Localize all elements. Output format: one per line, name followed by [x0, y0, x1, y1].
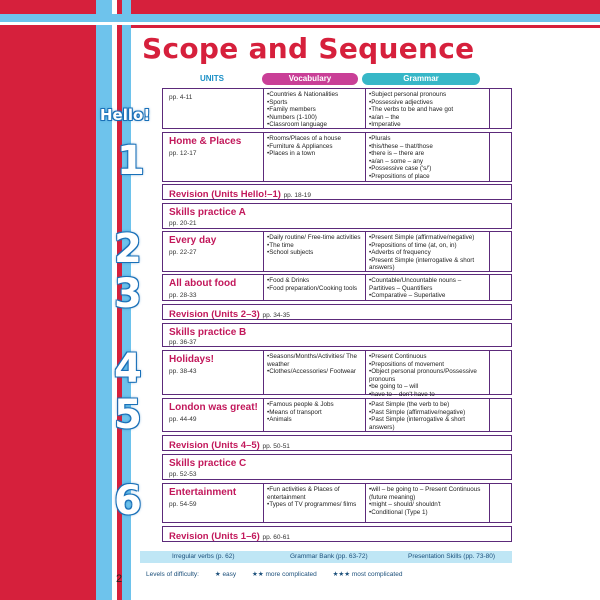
unit-row-hello	[162, 88, 512, 129]
unit-pages: pp. 12-17	[169, 150, 197, 157]
list-item: • Numbers (1-100)	[267, 114, 363, 122]
scope-table	[152, 88, 512, 546]
vocabulary-list	[267, 486, 363, 509]
unit-title: Holidays!	[169, 354, 215, 365]
unit-pages: pp. 38-43	[169, 368, 197, 375]
list-item: • Past Simple (interrogative & short answers)	[369, 416, 485, 431]
list-item: • Countries & Nationalities	[267, 91, 363, 99]
list-item: • Plurals	[369, 135, 485, 143]
list-item: • Seasons/Months/Activities/ The weather	[267, 353, 363, 368]
list-item: • there is – there are	[369, 150, 485, 158]
list-item: • Famous people & Jobs	[267, 401, 363, 409]
list-item: • Types of TV programmes/ films	[267, 501, 363, 509]
unit-pages: pp. 22-27	[169, 249, 197, 256]
list-item: • Fun activities & Places of entertainment	[267, 486, 363, 501]
unit-row-2	[162, 231, 512, 272]
list-item: • Family members	[267, 106, 363, 114]
list-item: • Present Continuous	[369, 353, 485, 361]
unit-pages: pp. 52-53	[169, 471, 197, 478]
list-item: • Rooms/Places of a house	[267, 135, 363, 143]
grammar-list	[369, 486, 485, 516]
units-header: UNITS	[200, 74, 224, 83]
skills-practice-row	[162, 454, 512, 480]
list-item: • Clothes/Accessories/ Footwear	[267, 368, 363, 376]
skills-title: Skills practice C	[169, 458, 247, 469]
presentation-skills-ref: Presentation Skills (pp. 73-80)	[408, 553, 496, 560]
legend-label: Levels of difficulty:	[146, 571, 199, 578]
unit-4-badge: 4	[114, 346, 142, 392]
list-item: • Food & Drinks	[267, 277, 363, 285]
list-item: • Countable/Uncountable nouns – Partitives – Quantifiers	[369, 277, 485, 292]
page-number: 2	[116, 573, 123, 585]
list-item: • The time	[267, 242, 363, 250]
list-item: • Daily routine/ Free-time activities	[267, 234, 363, 242]
vocabulary-list	[267, 353, 363, 376]
list-item: • Furniture & Appliances	[267, 143, 363, 151]
unit-pages: pp. 20-21	[169, 220, 197, 227]
grammar-list	[369, 135, 485, 180]
list-item: • Animals	[267, 416, 363, 424]
list-item: • be going to – will	[369, 383, 485, 391]
grammar-list	[369, 401, 485, 431]
unit-row-6	[162, 483, 512, 523]
list-item: • Possessive case ('s/')	[369, 165, 485, 173]
list-item: • Food preparation/Cooking tools	[267, 285, 363, 293]
list-item: • a/an – some – any	[369, 158, 485, 166]
unit-title: London was great!	[169, 402, 258, 413]
revision-title: Revision (Units 1–6) pp. 60-61	[169, 531, 290, 542]
grammar-list	[369, 277, 485, 300]
vocabulary-header: Vocabulary	[262, 73, 358, 85]
vocabulary-list	[267, 135, 363, 158]
skills-practice-row	[162, 203, 512, 229]
revision-title: Revision (Units Hello!–1) pp. 18-19	[169, 189, 312, 200]
vocabulary-list	[267, 234, 363, 257]
list-item: • will – be going to – Present Continuous (future meaning)	[369, 486, 485, 501]
blue-stripe	[0, 14, 600, 22]
revision-title: Revision (Units 2–3) pp. 34-35	[169, 309, 290, 320]
list-item: • Prepositions of movement	[369, 361, 485, 369]
list-item: • Adverbs of frequency	[369, 249, 485, 257]
list-item: • Possessive adjectives	[369, 99, 485, 107]
grammar-list	[369, 91, 485, 129]
unit-row-1	[162, 132, 512, 182]
unit-pages: pp. 4-11	[169, 94, 193, 101]
vocabulary-list	[267, 91, 363, 129]
unit-row-3	[162, 274, 512, 301]
unit-6-badge: 6	[114, 478, 142, 524]
grammar-header: Grammar	[362, 73, 480, 85]
list-item: • Past Simple (the verb to be)	[369, 401, 485, 409]
skills-title: Skills practice B	[169, 327, 247, 338]
list-item: • a/an – the	[369, 114, 485, 122]
list-item: • Prepositions of time (at, on, in)	[369, 242, 485, 250]
list-item: • Classroom language	[267, 121, 363, 129]
list-item: • Imperative	[369, 121, 485, 129]
list-item: • Present Simple (interrogative & short answers)	[369, 257, 485, 272]
legend-most: ★★★ most complicated	[332, 571, 403, 578]
unit-row-4	[162, 350, 512, 398]
appendix-bar	[140, 551, 512, 563]
list-item: • Means of transport	[267, 409, 363, 417]
revision-row	[162, 304, 512, 320]
unit-title: All about food	[169, 278, 237, 289]
list-item: • this/these – that/those	[369, 143, 485, 151]
list-item: • Subject personal pronouns	[369, 91, 485, 99]
unit-1-badge: 1	[117, 138, 145, 184]
unit-2-badge: 2	[114, 226, 142, 272]
list-item: • Sports	[267, 99, 363, 107]
blue-stripe	[96, 0, 112, 600]
hello-badge: Hello!	[100, 106, 151, 124]
revision-row	[162, 526, 512, 542]
unit-row-5	[162, 398, 512, 432]
grammar-list	[369, 234, 485, 272]
list-item: • Comparative – Superlative	[369, 292, 485, 300]
list-item: • Places in a town	[267, 150, 363, 158]
list-item: • Past Simple (affirmative/negative)	[369, 409, 485, 417]
list-item: • The verbs to be and have got	[369, 106, 485, 114]
unit-pages: pp. 54-59	[169, 501, 197, 508]
skills-title: Skills practice A	[169, 207, 246, 218]
legend-more: ★★ more complicated	[252, 571, 317, 578]
unit-pages: pp. 44-49	[169, 416, 197, 423]
vocabulary-list	[267, 277, 363, 292]
unit-title: Every day	[169, 235, 217, 246]
difficulty-legend	[146, 570, 416, 578]
unit-5-badge: 5	[114, 392, 142, 438]
legend-easy: ★ easy	[214, 571, 237, 578]
list-item: • Present Simple (affirmative/negative)	[369, 234, 485, 242]
list-item: • Conditional (Type 1)	[369, 509, 485, 517]
white-stripe	[0, 22, 600, 25]
unit-pages: pp. 28-33	[169, 292, 197, 299]
page-title: Scope and Sequence	[142, 32, 475, 65]
unit-title: Home & Places	[169, 136, 242, 147]
unit-pages: pp. 36-37	[169, 339, 197, 346]
vocabulary-list	[267, 401, 363, 424]
revision-row	[162, 184, 512, 200]
revision-title: Revision (Units 4–5) pp. 50-51	[169, 440, 290, 451]
list-item: • Prepositions of place	[369, 173, 485, 181]
list-item: • Object personal pronouns/Possessive pronouns	[369, 368, 485, 383]
list-item: • might – should/ shouldn't	[369, 501, 485, 509]
list-item: • School subjects	[267, 249, 363, 257]
grammar-list	[369, 353, 485, 398]
list-item: • have to – don't have to	[369, 391, 485, 399]
skills-practice-row	[162, 323, 512, 347]
revision-row	[162, 435, 512, 451]
grammar-bank-ref: Grammar Bank (pp. 63-72)	[290, 553, 368, 560]
unit-3-badge: 3	[114, 271, 142, 317]
irregular-verbs-ref: Irregular verbs (p. 62)	[172, 553, 235, 560]
unit-title: Entertainment	[169, 487, 237, 498]
